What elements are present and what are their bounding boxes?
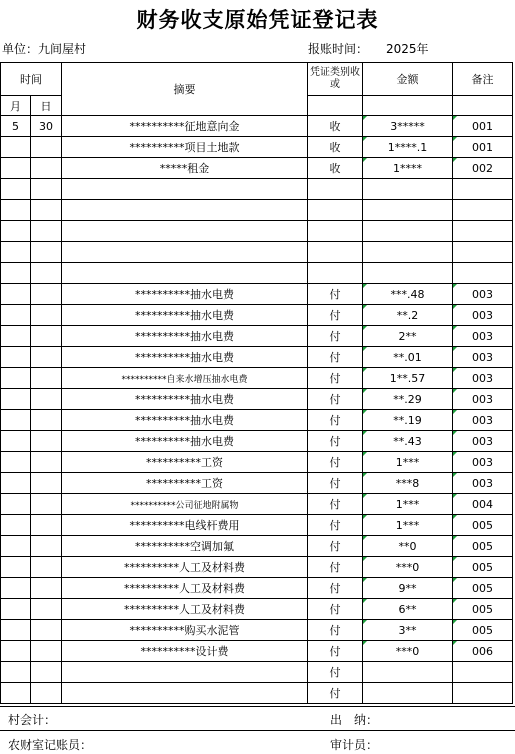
cell-marker-icon [363,410,367,414]
cell-amount: 2** [363,326,453,347]
cell-marker-icon [453,368,457,372]
cell-summary: **********工资 [62,473,308,494]
cell-day [31,515,62,536]
cell-marker-icon [363,515,367,519]
cell-category: 付 [308,473,363,494]
cell-summary: **********征地意向金 [62,116,308,137]
cell-day [31,284,62,305]
cell-summary [62,683,308,704]
cell-month [1,683,31,704]
cell-remark [453,242,513,263]
cell-day [31,452,62,473]
cell-marker-icon [363,116,367,120]
cell-remark [453,200,513,221]
cell-category: 付 [308,683,363,704]
cell-summary: **********工资 [62,452,308,473]
cell-month [1,347,31,368]
cell-summary: **********设计费 [62,641,308,662]
header-day: 日 [31,96,62,116]
cell-category [308,179,363,200]
bookkeeper-label: 农财室记账员： [8,738,93,752]
table-row [1,347,513,368]
auditor-label: 审计员： [330,738,379,752]
cell-marker-icon [453,284,457,288]
cell-day [31,494,62,515]
cell-marker-icon [363,494,367,498]
cell-marker-icon [363,536,367,540]
cell-month [1,158,31,179]
cell-remark: 005 [453,536,513,557]
table-row [1,494,513,515]
cell-marker-icon [453,515,457,519]
cell-marker-icon [453,326,457,330]
cell-month [1,137,31,158]
cell-category: 付 [308,557,363,578]
cell-amount [363,179,453,200]
cell-amount: 9** [363,578,453,599]
cell-marker-icon [453,389,457,393]
cell-day [31,641,62,662]
cell-day [31,599,62,620]
cell-marker-icon [453,536,457,540]
cell-day [31,326,62,347]
cell-remark: 003 [453,473,513,494]
cell-remark: 005 [453,515,513,536]
cell-remark: 003 [453,326,513,347]
cell-summary [62,263,308,284]
cell-month [1,221,31,242]
cell-day [31,389,62,410]
cell-amount: **.01 [363,347,453,368]
page-title: 财务收支原始凭证登记表 [136,7,379,32]
cell-day [31,263,62,284]
cell-category: 付 [308,347,363,368]
cell-marker-icon [363,431,367,435]
subheader-category-cell [308,96,363,116]
table-row [1,368,513,389]
cell-amount: 3***** [363,116,453,137]
cell-amount: 1*** [363,494,453,515]
cell-amount: 1*** [363,515,453,536]
header-month: 月 [1,96,31,116]
header-remark: 备注 [453,63,513,96]
cashier-label: 出 纳： [330,713,379,727]
cell-day [31,368,62,389]
cell-month [1,578,31,599]
cell-category: 付 [308,284,363,305]
cell-marker-icon [453,116,457,120]
cell-day: 30 [31,116,62,137]
cell-summary: **********人工及材料费 [62,578,308,599]
cell-category [308,200,363,221]
table-row [1,410,513,431]
table-row [1,536,513,557]
cell-summary: **********抽水电费 [62,410,308,431]
header-row [1,63,513,96]
cell-category: 付 [308,431,363,452]
cell-amount: ***0 [363,641,453,662]
footer-divider-1 [0,706,515,707]
cell-remark: 005 [453,557,513,578]
cell-remark: 003 [453,284,513,305]
cell-summary: **********人工及材料费 [62,557,308,578]
cell-marker-icon [453,494,457,498]
table-row [1,326,513,347]
cell-remark [453,683,513,704]
cell-month [1,368,31,389]
cell-amount: 1****.1 [363,137,453,158]
cell-day [31,662,62,683]
cell-category: 付 [308,452,363,473]
cell-summary [62,221,308,242]
cell-marker-icon [363,452,367,456]
cell-marker-icon [363,557,367,561]
cell-month [1,431,31,452]
cell-category: 付 [308,389,363,410]
ledger-table [0,62,513,704]
cell-amount: 1**** [363,158,453,179]
cell-amount [363,662,453,683]
cell-category: 付 [308,305,363,326]
table-row [1,179,513,200]
cell-day [31,200,62,221]
cell-category: 收 [308,158,363,179]
cell-category: 付 [308,494,363,515]
cell-amount [363,242,453,263]
subheader-remark-cell [453,96,513,116]
cell-marker-icon [363,368,367,372]
table-row [1,578,513,599]
cell-month [1,305,31,326]
cell-month [1,662,31,683]
cell-month [1,515,31,536]
cell-summary: **********电线杆费用 [62,515,308,536]
table-row [1,284,513,305]
header-category: 凭证类别收或 [308,63,363,96]
cell-day [31,431,62,452]
cell-day [31,347,62,368]
table-row [1,662,513,683]
cell-remark: 002 [453,158,513,179]
cell-amount: **0 [363,536,453,557]
cell-remark [453,662,513,683]
cell-category: 付 [308,662,363,683]
cell-remark: 005 [453,599,513,620]
table-row [1,620,513,641]
cell-remark: 003 [453,410,513,431]
cell-remark: 001 [453,137,513,158]
cell-summary: **********自来水增压抽水电费 [62,368,308,389]
cell-category: 付 [308,641,363,662]
table-row [1,200,513,221]
cell-summary: **********项目土地款 [62,137,308,158]
cell-summary [62,662,308,683]
table-row [1,473,513,494]
cell-day [31,179,62,200]
cell-marker-icon [453,557,457,561]
unit-label: 单位：九间屋村 [2,42,87,56]
table-row [1,641,513,662]
cell-category: 付 [308,410,363,431]
cell-category [308,263,363,284]
table-row [1,158,513,179]
footer-divider-2 [0,730,515,731]
cell-category: 收 [308,116,363,137]
period-label: 报账时间： [308,42,369,56]
table-row [1,116,513,137]
cell-summary [62,200,308,221]
cell-day [31,578,62,599]
cell-marker-icon [453,452,457,456]
cell-day [31,137,62,158]
cell-category: 收 [308,137,363,158]
cell-marker-icon [363,158,367,162]
cell-remark: 003 [453,452,513,473]
cell-category: 付 [308,536,363,557]
period-value: 2025年 [386,42,429,56]
cell-summary: **********抽水电费 [62,347,308,368]
cell-amount: ***.48 [363,284,453,305]
cell-amount [363,200,453,221]
table-row [1,683,513,704]
cell-remark: 001 [453,116,513,137]
cell-summary: **********购买水泥管 [62,620,308,641]
cell-category: 付 [308,599,363,620]
cell-amount: 1**.57 [363,368,453,389]
cell-remark: 004 [453,494,513,515]
cell-day [31,410,62,431]
cell-marker-icon [363,305,367,309]
cell-remark: 003 [453,389,513,410]
cell-marker-icon [453,158,457,162]
cell-summary: **********公司征地附属物 [62,494,308,515]
cell-summary [62,242,308,263]
cell-marker-icon [363,326,367,330]
cell-category [308,242,363,263]
cell-marker-icon [363,641,367,645]
cell-marker-icon [453,347,457,351]
cell-marker-icon [453,431,457,435]
cell-remark: 005 [453,578,513,599]
cell-amount: **.2 [363,305,453,326]
cell-marker-icon [453,473,457,477]
cell-amount: **.29 [363,389,453,410]
cell-amount: 6** [363,599,453,620]
cell-marker-icon [363,578,367,582]
cell-amount [363,263,453,284]
cell-category: 付 [308,368,363,389]
cell-amount [363,683,453,704]
cell-marker-icon [453,620,457,624]
cell-summary: *****租金 [62,158,308,179]
cell-month [1,389,31,410]
cell-day [31,158,62,179]
table-row [1,557,513,578]
subheader-amount-cell [363,96,453,116]
cell-amount: **.43 [363,431,453,452]
cell-day [31,473,62,494]
cell-day [31,305,62,326]
accountant-label: 村会计： [8,713,57,727]
cell-day [31,536,62,557]
cell-category: 付 [308,620,363,641]
cell-month [1,641,31,662]
cell-remark: 003 [453,431,513,452]
cell-marker-icon [363,620,367,624]
cell-marker-icon [363,389,367,393]
cell-month [1,494,31,515]
cell-summary: **********人工及材料费 [62,599,308,620]
cell-marker-icon [453,641,457,645]
cell-remark: 005 [453,620,513,641]
cell-category: 付 [308,326,363,347]
cell-day [31,620,62,641]
cell-month [1,452,31,473]
cell-remark: 003 [453,305,513,326]
cell-marker-icon [453,305,457,309]
cell-remark: 003 [453,347,513,368]
cell-summary: **********空调加氟 [62,536,308,557]
cell-marker-icon [363,137,367,141]
cell-marker-icon [363,599,367,603]
cell-marker-icon [453,599,457,603]
cell-remark [453,179,513,200]
cell-amount: ***8 [363,473,453,494]
cell-month [1,599,31,620]
cell-day [31,242,62,263]
table-row [1,242,513,263]
cell-month: 5 [1,116,31,137]
cell-category: 付 [308,515,363,536]
table-row [1,599,513,620]
cell-month [1,200,31,221]
cell-day [31,557,62,578]
table-row [1,305,513,326]
cell-month [1,326,31,347]
cell-marker-icon [453,578,457,582]
cell-amount: 3** [363,620,453,641]
cell-month [1,473,31,494]
cell-remark [453,263,513,284]
cell-month [1,284,31,305]
table-row [1,137,513,158]
cell-month [1,410,31,431]
cell-remark: 003 [453,368,513,389]
cell-day [31,221,62,242]
cell-category [308,221,363,242]
cell-summary: **********抽水电费 [62,305,308,326]
cell-amount: **.19 [363,410,453,431]
cell-marker-icon [363,473,367,477]
header-amount: 金额 [363,63,453,96]
cell-day [31,683,62,704]
cell-month [1,620,31,641]
cell-amount [363,221,453,242]
cell-summary: **********抽水电费 [62,431,308,452]
cell-remark: 006 [453,641,513,662]
cell-marker-icon [363,347,367,351]
cell-marker-icon [453,137,457,141]
table-row [1,389,513,410]
cell-month [1,557,31,578]
cell-month [1,263,31,284]
table-row [1,431,513,452]
header-summary: 摘要 [62,63,308,116]
table-row [1,452,513,473]
cell-marker-icon [453,410,457,414]
cell-amount: 1*** [363,452,453,473]
cell-month [1,536,31,557]
cell-month [1,179,31,200]
cell-marker-icon [363,284,367,288]
cell-category: 付 [308,578,363,599]
cell-summary: **********抽水电费 [62,326,308,347]
cell-summary: **********抽水电费 [62,284,308,305]
cell-amount: ***0 [363,557,453,578]
cell-remark [453,221,513,242]
header-time: 时间 [1,63,62,96]
cell-month [1,242,31,263]
table-row [1,221,513,242]
table-row [1,515,513,536]
cell-summary [62,179,308,200]
cell-summary: **********抽水电费 [62,389,308,410]
table-row [1,263,513,284]
